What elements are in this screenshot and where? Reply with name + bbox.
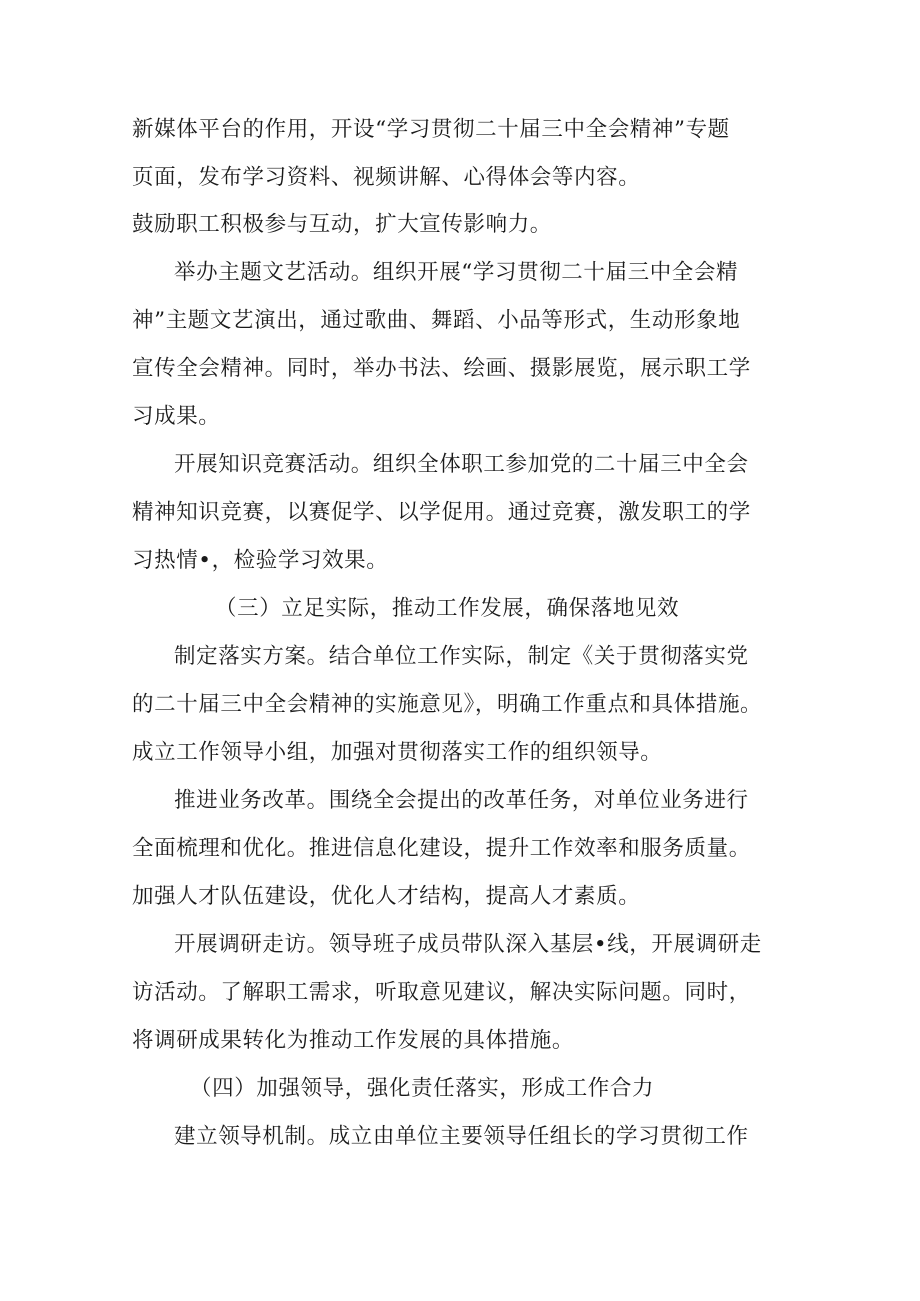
text-line: 加强人才队伍建设，优化人才结构，提高人才素质。 [132, 884, 641, 909]
text-line: 习热情•，检验学习效果。 [132, 548, 389, 573]
text-line: 全面梳理和优化。推进信息化建设，提升工作效率和服务质量。 [132, 836, 751, 861]
text-line: 神”主题文艺演出，通过歌曲、舞蹈、小品等形式，生动形象地 [132, 308, 741, 333]
section-heading: （四）加强领导，强化责任落实，形成工作合力 [190, 1076, 655, 1101]
paragraph-first-line: 开展调研走访。领导班子成员带队深入基层•线，开展调研走 [174, 932, 762, 957]
paragraph-first-line: 举办主题文艺活动。组织开展“学习贯彻二十届三中全会精 [174, 260, 739, 285]
text-line: 访活动。了解职工需求，听取意见建议，解决实际问题。同时， [132, 980, 751, 1005]
text-line: 成立工作领导小组，加强对贯彻落实工作的组织领导。 [132, 740, 663, 765]
text-line: 的二十届三中全会精神的实施意见》，明确工作重点和具体措施。 [132, 692, 763, 717]
paragraph-first-line: 开展知识竞赛活动。组织全体职工参加党的二十届三中全会 [174, 452, 749, 477]
text-line: 鼓励职工积极参与互动，扩大宣传影响力。 [132, 212, 552, 237]
text-line: 宣传全会精神。同时，举办书法、绘画、摄影展览，展示职工学 [132, 356, 751, 381]
text-line: 页面，发布学习资料、视频讲解、心得体会等内容。 [132, 165, 641, 190]
paragraph-first-line: 制定落实方案。结合单位工作实际，制定《关于贯彻落实党 [174, 644, 749, 669]
text-line: 新媒体平台的作用，开设“学习贯彻二十届三中全会精神”专题 [132, 117, 730, 142]
text-line: 将调研成果转化为推动工作发展的具体措施。 [132, 1028, 575, 1053]
paragraph-first-line: 建立领导机制。成立由单位主要领导任组长的学习贯彻工作 [174, 1124, 749, 1149]
text-line: 习成果。 [132, 404, 221, 429]
section-heading: （三）立足实际，推动工作发展，确保落地见效 [215, 596, 680, 621]
text-line: 精神知识竞赛，以赛促学、以学促用。通过竞赛，激发职工的学 [132, 500, 751, 525]
paragraph-first-line: 推进业务改革。围绕全会提出的改革任务，对单位业务进行 [174, 788, 749, 813]
